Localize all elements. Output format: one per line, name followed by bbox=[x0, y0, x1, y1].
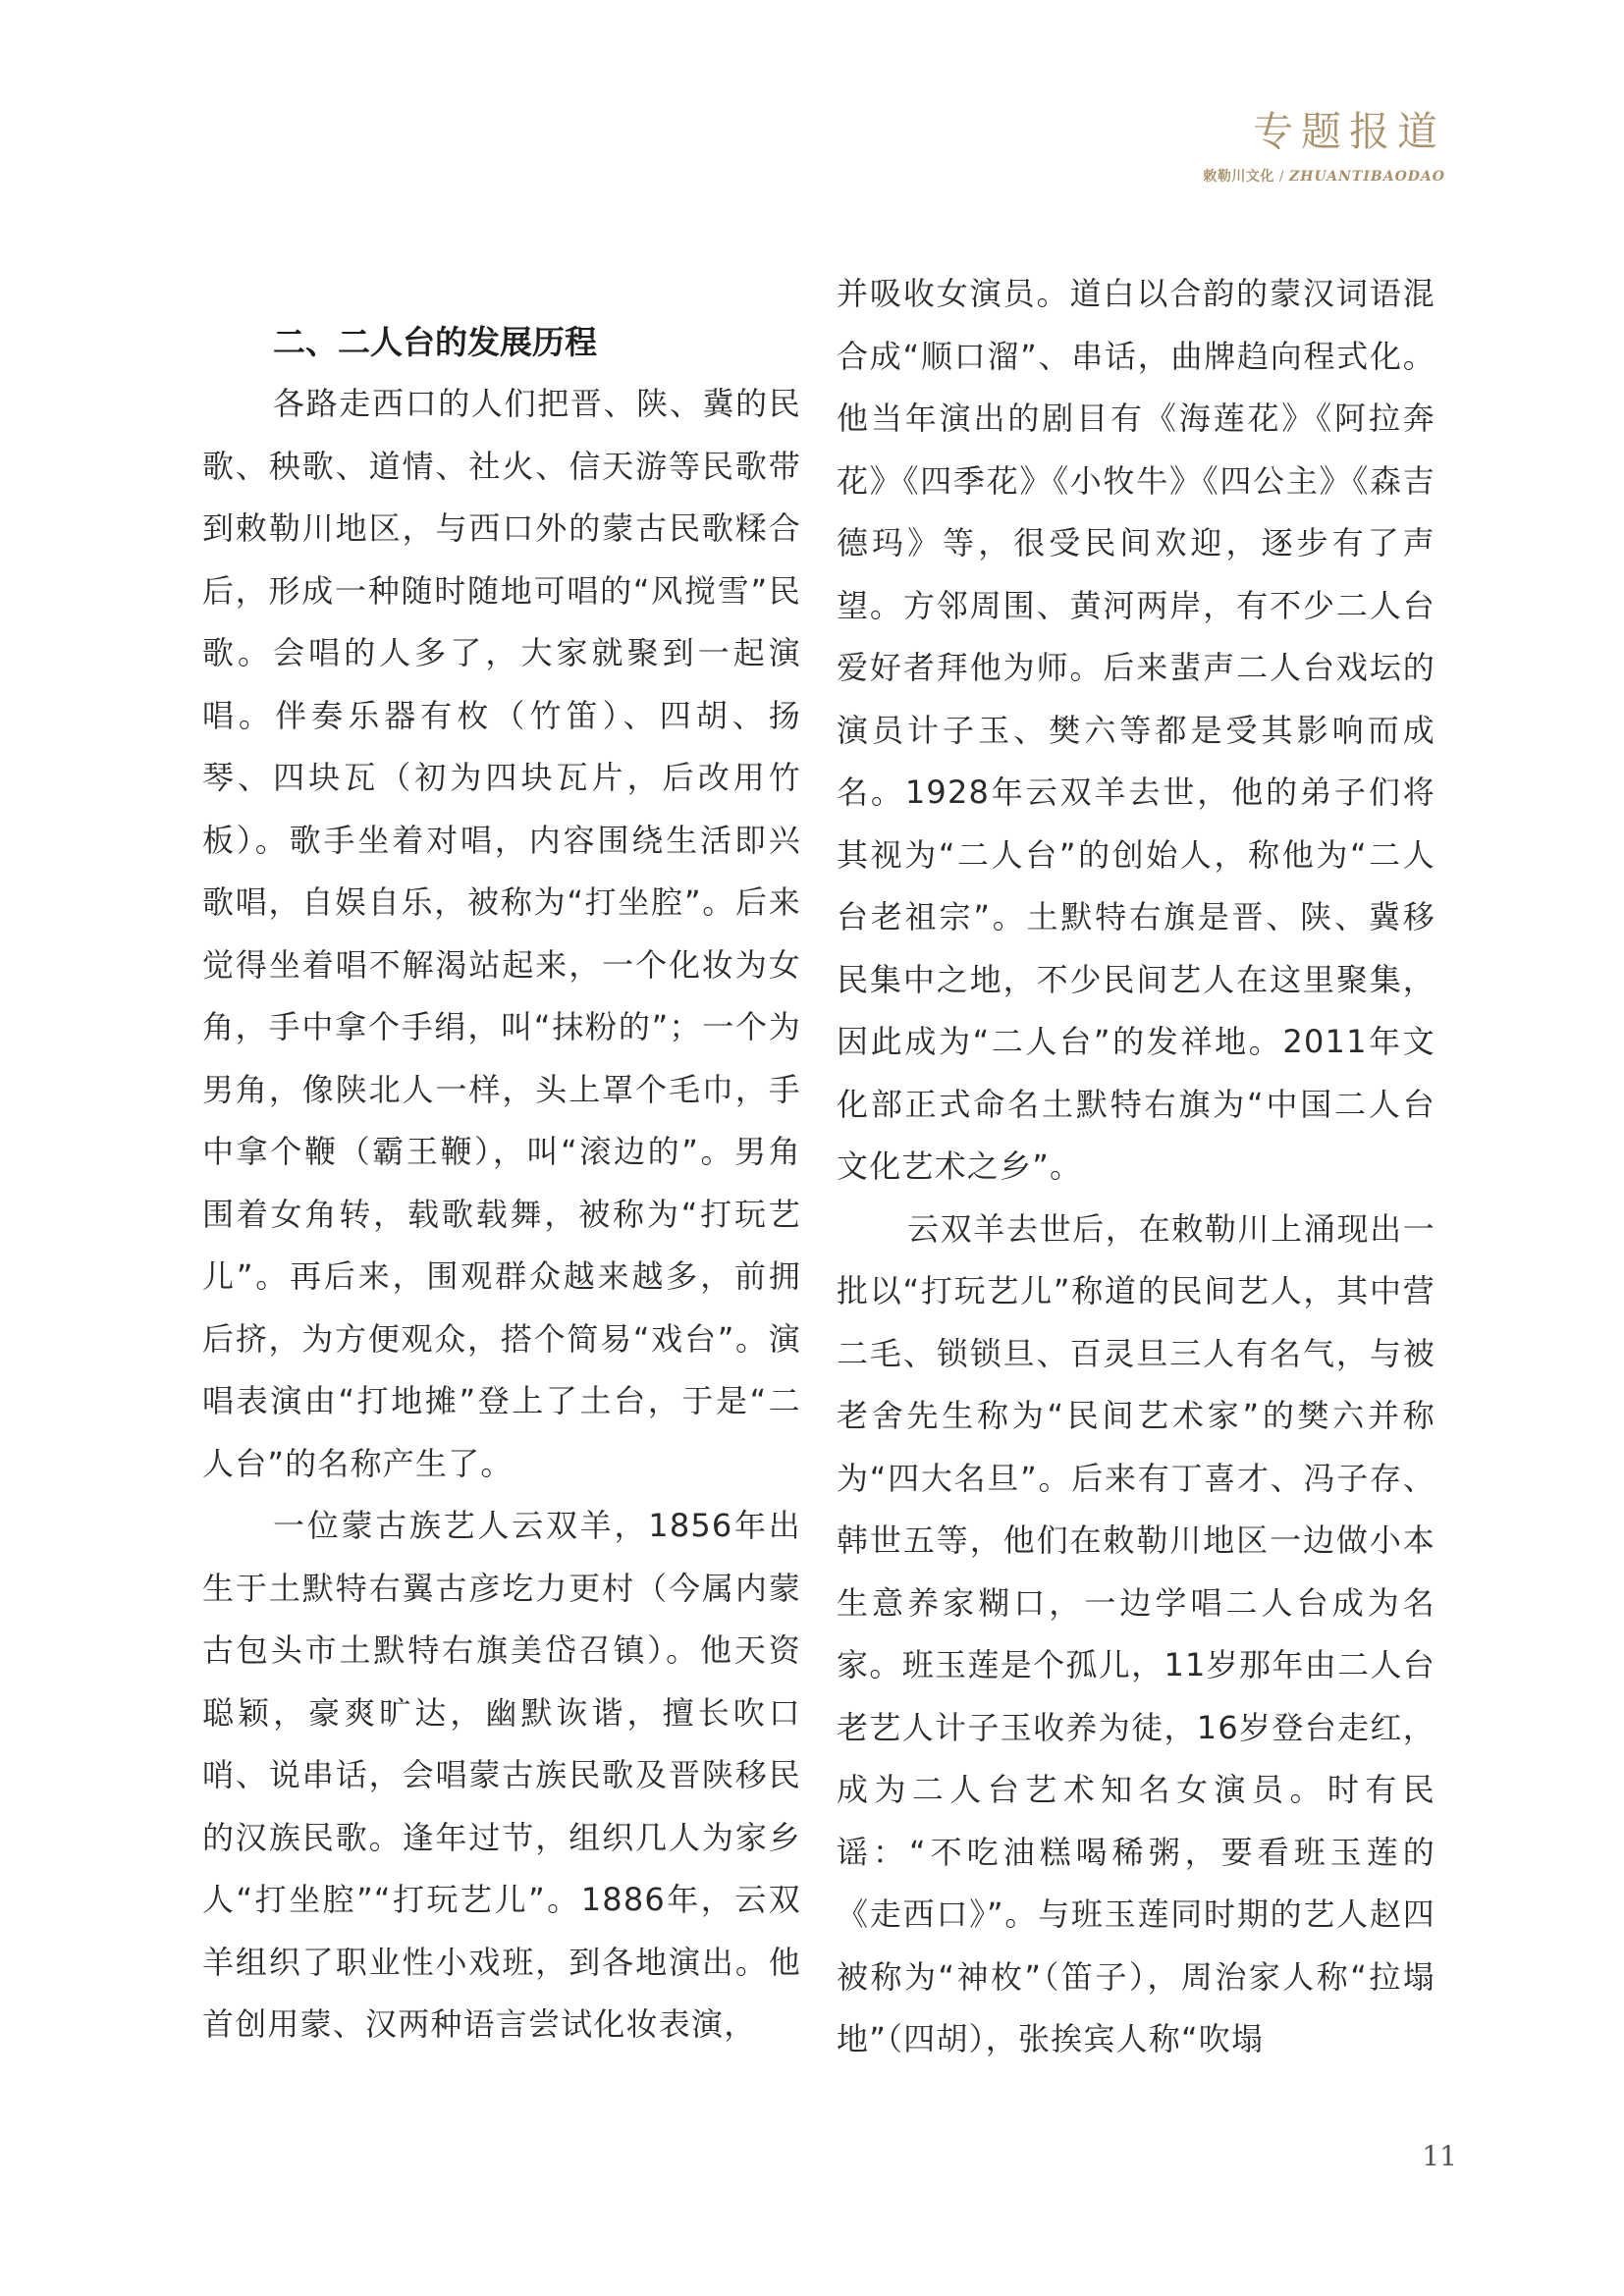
page-header bbox=[1203, 108, 1445, 186]
right-column bbox=[837, 263, 1435, 2071]
subtitle-en: ZHUANTIBAODAO bbox=[1289, 169, 1445, 185]
section-heading: 二、二人台的发展历程 bbox=[273, 323, 597, 361]
page-number: 11 bbox=[1422, 2140, 1457, 2172]
section-title: 专题报道 bbox=[1253, 108, 1445, 155]
left-column bbox=[202, 311, 801, 2056]
section-subtitle bbox=[1203, 166, 1445, 186]
paragraph: 各路走西口的人们把晋、陕、冀的民歌、秧歌、道情、社火、信天游等民歌带到敕勒川地区，与西口外的蒙古民歌糅合后，形成一种随时随地可唱的“风搅雪”民歌。会唱的人多了，大家就聚到一起演唱。伴奏乐器有枚（竹笛）、四胡、扬琴、四块瓦（初为四块瓦片，后改用竹板）。歌手坐着对唱，内容围绕生活即兴歌唱，自娱自乐，被称为“打坐腔”。后来觉得坐着唱不解渴站起来，一个化妆为女角，手中拿个手绢，叫“抹粉的”；一个为男角，像陕北人一样，头上罩个毛巾，手中拿个鞭（霸王鞭），叫“滚边的”。男角围着女角转，载歌载舞，被称为“打玩艺儿”。再后来，围观群众越来越多，前拥后挤，为方便观众，搭个简易“戏台”。演唱表演由“打地摊”登上了土台，于是“二人台”的名称产生了。 bbox=[202, 385, 801, 1482]
subtitle-separator: / bbox=[1273, 169, 1290, 185]
paragraph: 云双羊去世后，在敕勒川上涌现出一批以“打玩艺儿”称道的民间艺人，其中营二毛、锁锁旦、百灵旦三人有名气，与被老舍先生称为“民间艺术家”的樊六并称为“四大名旦”。后来有丁喜才、冯子存、韩世五等，他们在敕勒川地区一边做小本生意养家糊口，一边学唱二人台成为名家。班玉莲是个孤儿，11岁那年由二人台老艺人计子玉收养为徒，16岁登台走红，成为二人台艺术知名女演员。时有民谣：“不吃油糕喝稀粥，要看班玉莲的《走西口》”。与班玉莲同时期的艺人赵四被称为“神枚”（笛子），周治家人称“拉塌地”（四胡），张挨宾人称“吹塌 bbox=[837, 1209, 1435, 2057]
paragraph: 并吸收女演员。道白以合韵的蒙汉词语混合成“顺口溜”、串话，曲牌趋向程式化。他当年演出的剧目有《海莲花》《阿拉奔花》《四季花》《小牧牛》《四公主》《森吉德玛》等，很受民间欢迎，逐步有了声望。方邻周围、黄河两岸，有不少二人台爱好者拜他为师。后来蜚声二人台戏坛的演员计子玉、樊六等都是受其影响而成名。1928年云双羊去世，他的弟子们将其视为“二人台”的创始人，称他为“二人台老祖宗”。土默特右旗是晋、陕、冀移民集中之地，不少民间艺人在这里聚集，因此成为“二人台”的发祥地。2011年文化部正式命名土默特右旗为“中国二人台文化艺术之乡”。 bbox=[837, 275, 1435, 1185]
paragraph: 一位蒙古族艺人云双羊，1856年出生于土默特右翼古彦圪力更村（今属内蒙古包头市土默特右旗美岱召镇）。他天资聪颖，豪爽旷达，幽默诙谐，擅长吹口哨、说串话，会唱蒙古族民歌及晋陕移民的汉族民歌。逢年过节，组织几人为家乡人“打坐腔”“打玩艺儿”。1886年，云双羊组织了职业性小戏班，到各地演出。他首创用蒙、汉两种语言尝试化妆表演， bbox=[202, 1507, 801, 2043]
subtitle-cn: 敕勒川文化 bbox=[1203, 169, 1274, 185]
